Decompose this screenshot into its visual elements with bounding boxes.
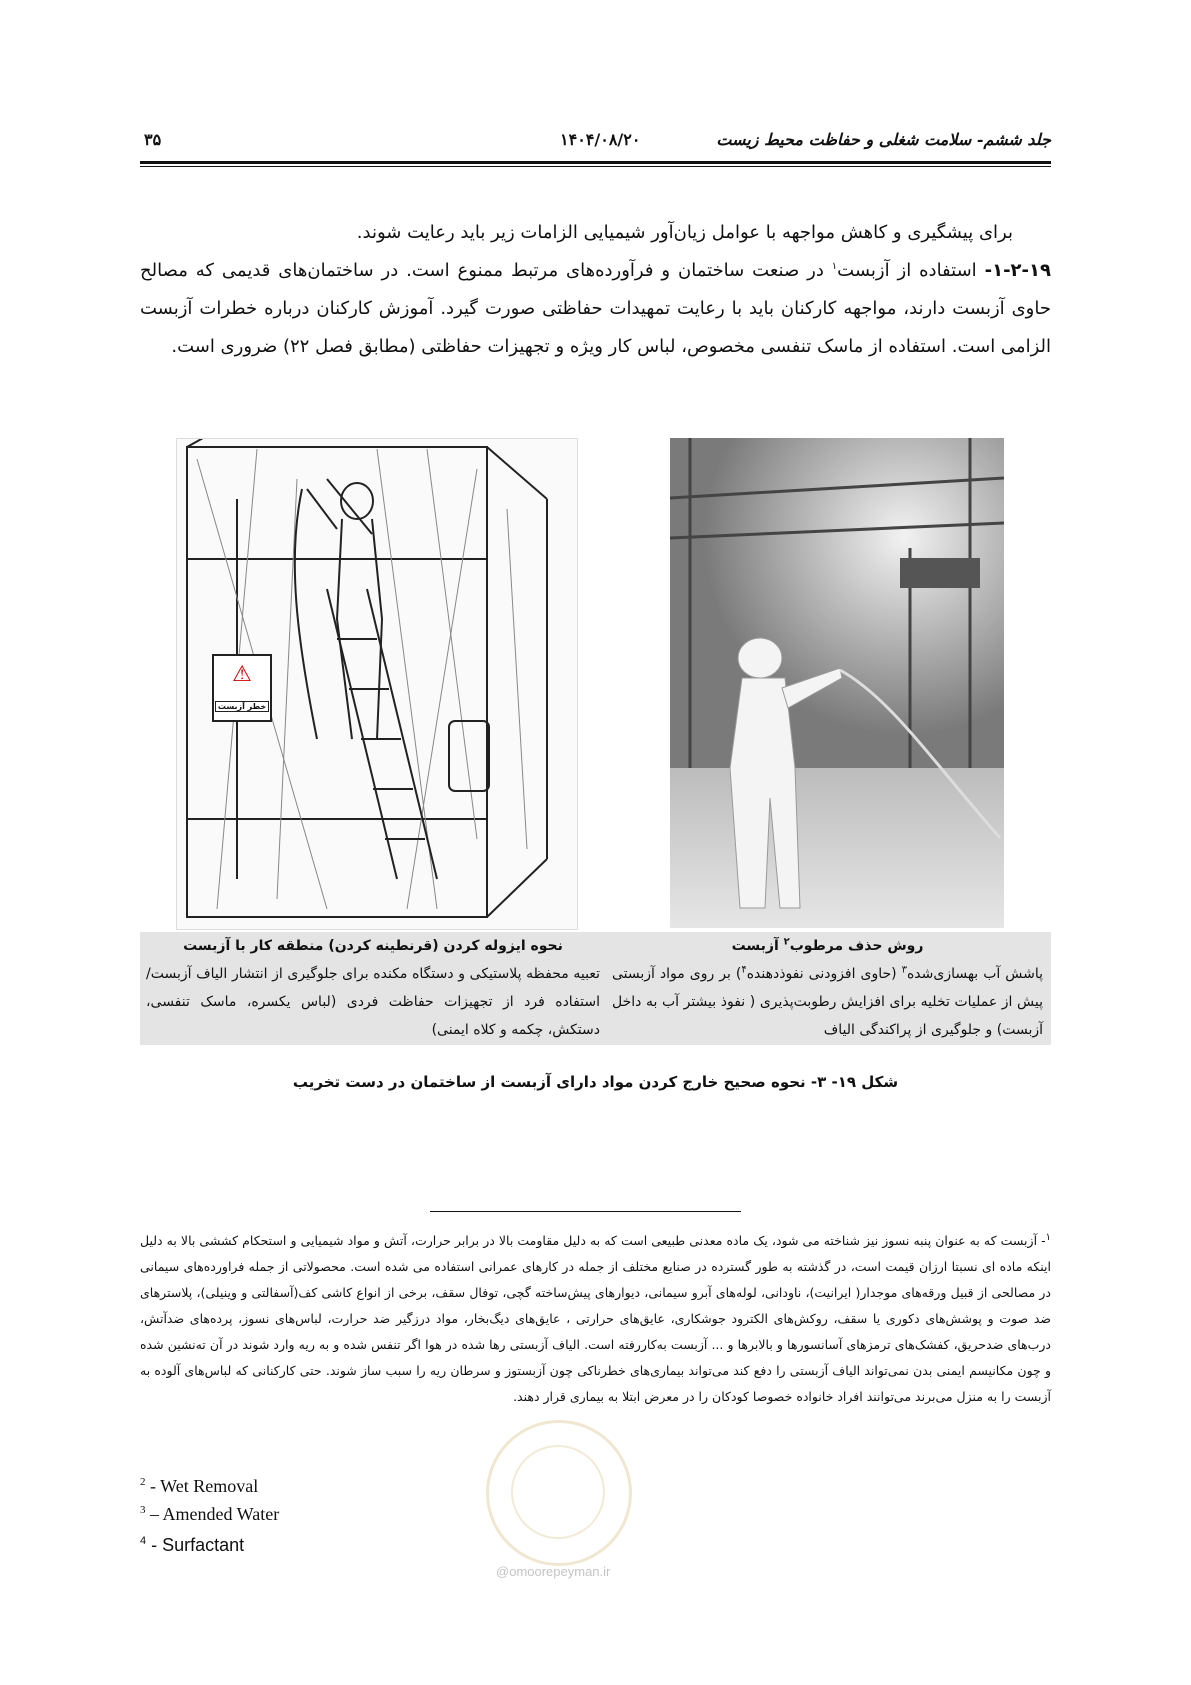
clause-text-1: استفاده از آزبست: [837, 260, 985, 281]
caption-right-desc-1: پاشش آب بهسازی‌شده: [906, 966, 1043, 982]
clause-paragraph: [140, 252, 1051, 366]
caption-right-title: [612, 932, 1043, 960]
enclosure-illustration: [176, 438, 578, 930]
clause-text-2: در صنعت ساختمان و فرآورده‌های مرتبط ممنوع است. در ساختمان‌های قدیمی که مصالح حاوی آزبست دارند، مواجهه کارکنان باید با رعایت تمهیدات حفاظتی صورت گیرد. آموزش کارکنان درباره خطرات آزبست الزامی است. استفاده از ماسک تنفسی مخصوص، لباس کار ویژه و تجهیزات حفاظتی (مطابق فصل ۲۲) ضروری است.: [140, 260, 1051, 357]
footnote-1: [140, 1228, 1051, 1410]
caption-right-desc-3: ) بر روی مواد آزبستی پیش از عملیات تخلیه برای افزایش رطوبت‌پذیری ( نفوذ بیشتر آب به داخل آزبست) و جلوگیری از پراکندگی الیاف: [612, 966, 1043, 1038]
caption-right-title-tail: آزبست: [731, 938, 784, 954]
body-text: [140, 214, 1051, 366]
footnote-ref-1: ۱: [831, 261, 838, 272]
book-title: جلد ششم- سلامت شغلی و حفاظت محیط زیست: [716, 130, 1051, 149]
footnote-4-marker: 4: [140, 1535, 147, 1547]
footnote-3-marker: 3: [140, 1504, 146, 1516]
page-header: [140, 130, 1051, 152]
header-rule-thin: [140, 166, 1051, 167]
caption-left: [146, 932, 600, 1044]
header-rule-thick: [140, 161, 1051, 164]
footnote-ref-2: ۲: [783, 936, 790, 948]
footnote-2-text: - Wet Removal: [145, 1476, 259, 1496]
caption-right-desc: [612, 960, 1043, 1044]
sign-label: خطر آزبست: [215, 701, 269, 712]
footnote-1-marker: ۱: [1045, 1231, 1051, 1243]
caption-right: [612, 932, 1043, 1044]
footnote-3: [140, 1504, 279, 1525]
footnote-4: [140, 1535, 244, 1556]
footnote-2: [140, 1476, 258, 1497]
figure-caption: شکل ۱۹- ۳- نحوه صحیح خارج کردن مواد دارای آزبست از ساختمان در دست تخریب: [292, 1073, 899, 1091]
watermark-text: @omoorepeyman.ir: [496, 1564, 611, 1579]
footnote-ref-4: ۴: [741, 964, 747, 976]
asbestos-warning-sign: [212, 654, 272, 722]
caption-right-desc-2: (حاوی افزودنی نفوذدهنده: [746, 966, 902, 982]
footnote-3-text: – Amended Water: [145, 1504, 280, 1524]
warning-triangle-icon: ⚠: [232, 661, 252, 687]
footnote-4-text: - Surfactant: [146, 1535, 245, 1555]
caption-left-title: نحوه ایزوله کردن (قرنطینه کردن) منطقه کار با آزبست: [183, 938, 563, 954]
header-date: ۱۴۰۴/۰۸/۲۰: [560, 130, 641, 149]
page-number: ۳۵: [144, 130, 162, 149]
footnote-rule: [430, 1211, 741, 1212]
clause-number: ۱-۲-۱۹-: [984, 260, 1051, 281]
watermark-seal: [486, 1420, 632, 1566]
wet-removal-drawing: [670, 438, 1004, 928]
caption-left-desc: تعبیه محفظه پلاستیکی و دستگاه مکنده برای جلوگیری از انتشار الیاف آزبست/ استفاده فرد از تجهیزات حفاظت فردی (لباس یکسره، ماسک تنفسی، دستکش، چکمه و کلاه ایمنی): [146, 966, 600, 1038]
footnote-1-text: - آزبست که به عنوان پنبه نسوز نیز شناخته می شود، یک ماده معدنی طبیعی است که به دلیل مقاومت بالا در برابر حرارت، آتش و مواد شیمیایی و استحکام کششی بالا به دلیل اینکه ماده ای نسبتا ارزان قیمت است، در گذشته به طور گسترده در صنایع مختلف از جمله در کارهای عمرانی استفاده می شده است. محصولاتی از جمله فراورده‌های سیمانی در مصالحی از قبیل ورقه‌های موجدار( ایرانیت)، ناودانی، لوله‌های آبرو سیمانی، دیوارهای پیش‌ساخته گچی، توفال سقف، برخی از انواع کاشی کف(آسفالتی و وینیلی)، پلاسترهای ضد صوت و پوشش‌های دکوری یا سقف، روکش‌های الکترود جوشکاری، عایق‌های حرارتی ، عایق‌های دیگ‌بخار، مواد درزگیر ضد حرارت، لباس‌های نسوز، پرده‌های ضدآتش، درب‌های ضدحریق، کفشک‌های ترمزهای آسانسورها و بالابرها و ... آزبست به‌کاررفته است. الیاف آزبستی رها شده در هوا اگر تنفس شده و به ریه وارد شوند در آن تەنشین شده و چون مکانیسم ایمنی بدن نمی‌تواند الیاف آزبستی را دفع کند می‌تواند بیماری‌های خطرناکی چون آزبستوز و سرطان ریه را سبب ساز شوند. حتی کارکنانی که لباس‌های آلوده به آزبست را به منزل می‌برند می‌توانند افراد خانواده خصوصا کودکان را در معرض ابتلا به بیماری قرار دهند.: [140, 1233, 1051, 1404]
watermark-seal-inner: [511, 1445, 605, 1539]
footnote-ref-3: ۳: [901, 964, 907, 976]
intro-paragraph: برای پیشگیری و کاهش مواجهه با عوامل زیان‌آور شیمیایی الزامات زیر باید رعایت شوند.: [356, 222, 1013, 243]
caption-right-title-text: روش حذف مرطوب: [789, 938, 924, 954]
footnote-2-marker: 2: [140, 1476, 146, 1488]
wet-removal-photo: [670, 438, 1004, 928]
